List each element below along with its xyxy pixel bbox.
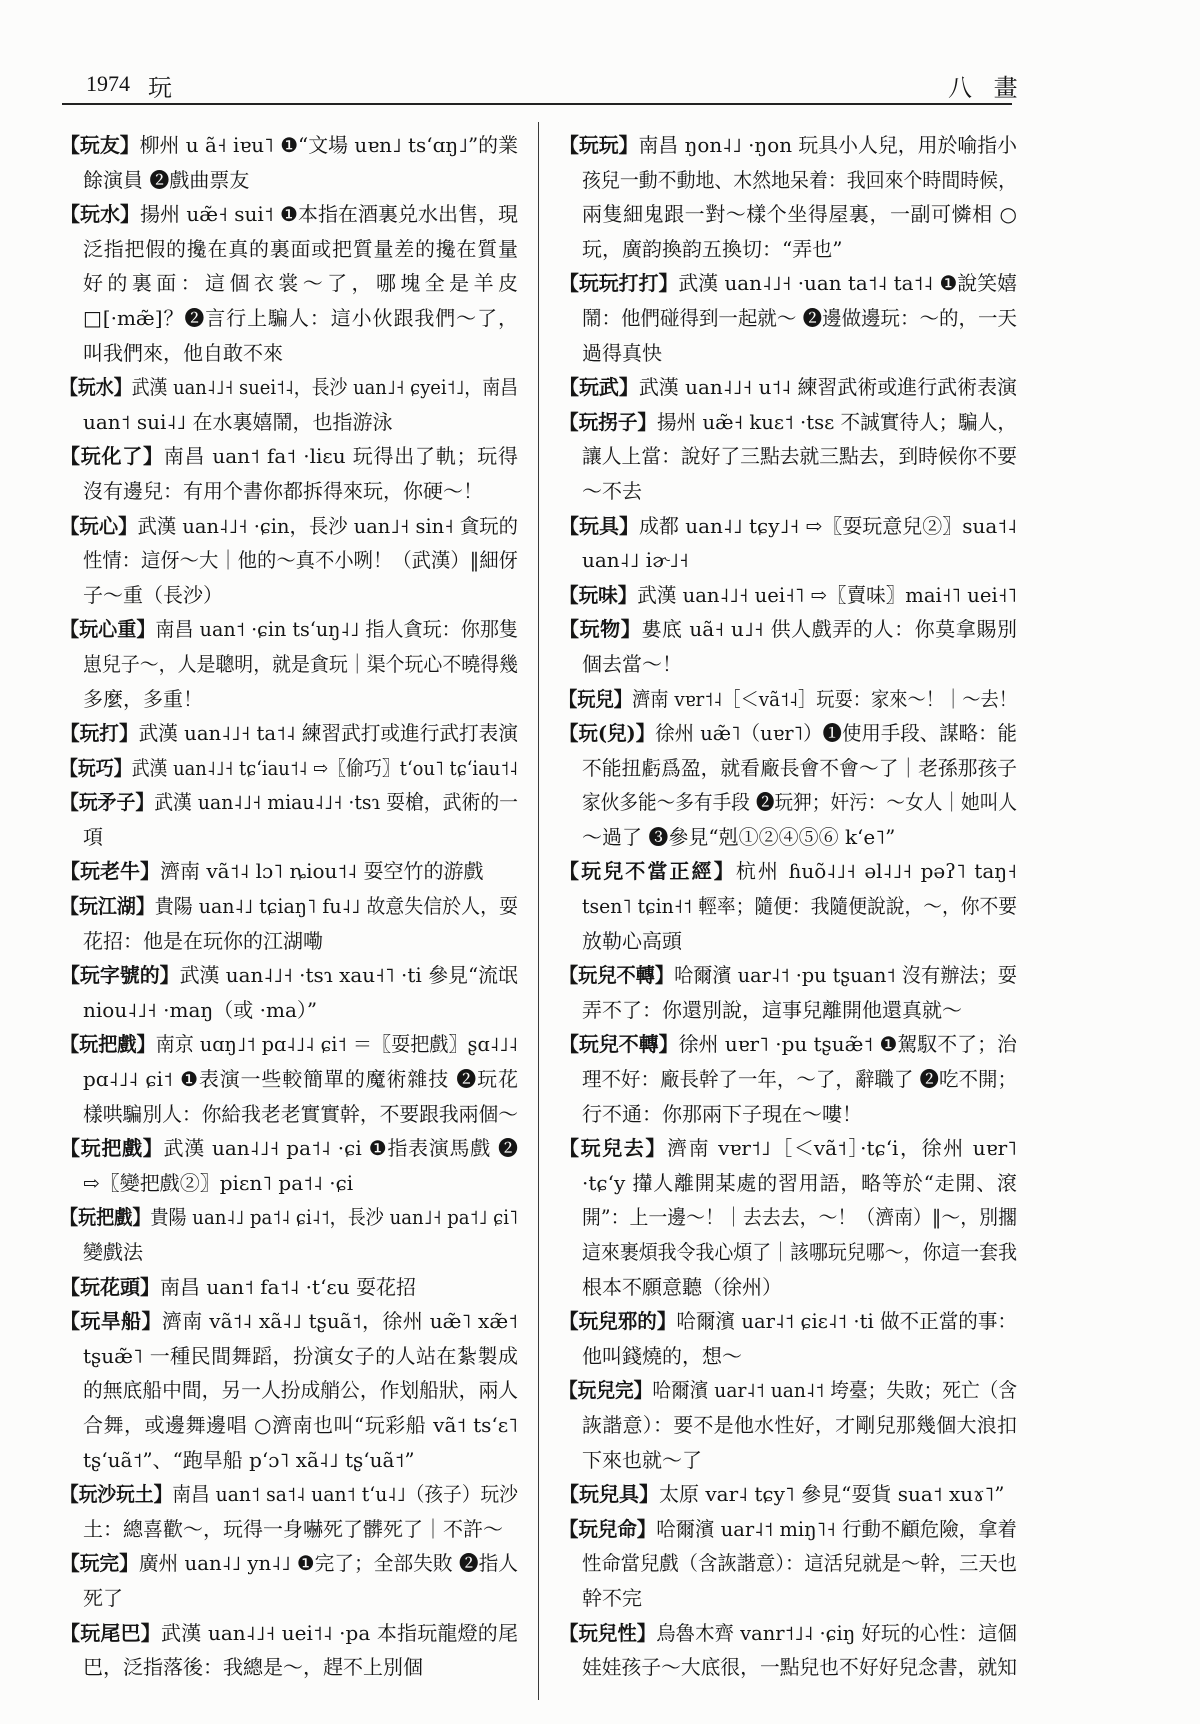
entry-first-line [559,854,1017,889]
entry-text: 南京 uɑŋ˩˦ pɑ˨˩˨ ɕi˦ ＝〖耍把戲〗ʂɑ˨˩˨ [155,1032,518,1057]
entry-line [83,924,518,959]
headword: 【玩把戲】 [60,1032,156,1057]
entry-first-line [559,1131,1017,1166]
entry-text: 濟南 vɐr˦˩［＜vã˦］·tɕʻi，徐州 uɐr˥ [666,1136,1018,1161]
entry-text: 烏魯木齊 vanr˦˩˨ ·ɕiŋ 好玩的心性：這個 [656,1620,1017,1645]
entry-text: 武漢 uan˨˩˧ pa˦˨ ·ɕi ❶指表演馬戲 ❷ [163,1136,518,1161]
entry-text: 揚州 uæ̃˧ kuɛ˦ ·tsɛ 不誠實待人；騙人， [657,409,1017,434]
headword: 【玩拐子】 [559,409,658,434]
entry-text: 多麼，多重！ [83,686,203,711]
entry-first-line [559,405,1017,440]
entry-line [582,924,1017,959]
entry-line [83,1373,518,1408]
entry-text: 武漢 uan˨˩˧ suei˦˨，長沙 uan˩˧ ɕyei˦˩，南昌 [131,375,518,400]
entry-first-line [60,958,518,993]
entry-first-line [60,128,518,163]
entry-line [83,1581,518,1616]
headword: 【玩兒不當正經】 [559,859,736,884]
dictionary-entry [60,128,518,197]
entry-line [582,474,1017,509]
entry-text: tʂuæ̃˥ 一種民間舞蹈，扮演女子的人站在紮製成 [83,1343,518,1368]
entry-text: ～過了 ❸參見“剋①②④⑤⑥ kʻe˥” [582,824,896,849]
headword: 【玩武】 [559,375,639,400]
entry-line [582,1097,1017,1132]
entry-text: 武漢 uan˨˩˧ ta˦˨ 練習武打或進行武打表演 [138,721,518,746]
entry-text: 家伙多能～多有手段 ❷玩狎；奸污：～女人｜她叫人 [582,790,1017,815]
headword: 【玩把戲】 [60,1205,151,1230]
section-label: 八 畫 [948,74,1018,102]
entry-first-line [60,1546,518,1581]
entry-first-line [60,439,518,474]
entry-text: 性命當兒戲（含詼諧意）：這活兒就是～幹，三天也 [582,1551,1017,1576]
page-number: 1974 [86,71,130,96]
dictionary-entry [60,509,518,613]
entry-text: □[·mæ̃]？❷言行上騙人：這小伙跟我們～了， [83,305,518,330]
dictionary-entry [60,197,518,370]
entry-text: 這來裹煩我令我心煩了｜該哪玩兒哪～，你這一套我 [582,1240,1017,1264]
entry-line [582,197,1017,232]
entry-text: 武漢 uan˨˩˧ miau˨˩˧ ·tsɿ 耍槍，武術的一 [154,790,518,815]
entry-line [582,785,1017,820]
entry-text: 過得真快 [582,340,662,365]
entry-line [83,1339,518,1374]
entry-first-line [60,1027,518,1062]
entry-text: 貴陽 uan˨˩ pa˦˨ ɕi˨˦，長沙 uan˩˧ pa˦˩ ɕi˥ [150,1205,518,1230]
dictionary-entry [559,370,1017,405]
dictionary-entry [60,1616,518,1685]
entry-text: 孩兒一動不動地、木然地呆着：我回來个時間時候， [582,167,1017,192]
headword: 【玩物】 [559,617,642,642]
dictionary-entry [60,439,518,508]
entry-text: 的無底船中間，另一人扮成艄公，作划船狀，兩人 [83,1378,518,1403]
dictionary-entry [559,854,1017,958]
dictionary-entry [60,1304,518,1477]
headword: 【玩老牛】 [60,859,160,884]
entry-text: 武漢 uan˨˩˧ tɕʻiau˦˨ ⇨〖偷巧〗tʻou˥ tɕʻiau˦˨ [131,755,519,780]
entry-text: 不能扭虧爲盈，就看廠長會不會～了｜老孫那孩子 [582,755,1017,780]
entry-first-line [60,197,518,232]
entry-line [83,820,518,855]
entry-line [83,336,518,371]
entry-text: niou˨˩˧ ·maŋ（或 ·ma）” [83,997,318,1022]
entry-first-line [60,889,518,924]
entry-text: 貴陽 uan˨˩ tɕiaŋ˥ fu˨˩ 故意失信於人，耍 [154,894,519,919]
entry-line [83,578,518,613]
headword: 【玩兒性】 [559,1620,657,1645]
dictionary-entry [559,1027,1017,1131]
entry-first-line [60,1270,518,1305]
entry-line [83,1166,518,1201]
entry-text: 哈爾濱 uar˨˦ uan˨˦ 垮臺；失敗；死亡（含 [652,1378,1017,1403]
dictionary-entry [60,1027,518,1131]
entry-text: 濟南 vã˦˨ xã˨˩ tʂuã˦，徐州 uæ̃˥ xæ̃˦ [161,1309,519,1334]
dictionary-entry [559,578,1017,613]
entry-text: 項 [83,824,103,849]
headword: 【玩兒命】 [559,1516,657,1541]
entry-first-line [60,1304,518,1339]
entry-text: 沒有邊兒：有用个書你都拆得來玩，你硬～！ [83,478,483,503]
headword: 【玩尾巴】 [60,1620,161,1645]
headword: 【玩具】 [559,513,639,538]
entry-text: 根本不願意聽（徐州） [582,1274,782,1299]
entry-line [83,405,518,440]
dictionary-entry [559,716,1017,854]
dictionary-entry [60,1270,518,1305]
entry-line [582,889,1017,924]
headword: 【玩心】 [60,513,138,538]
entry-first-line [559,1512,1017,1547]
entry-first-line [60,612,518,647]
entry-first-line [60,785,518,820]
entry-text: 廣州 uan˨˩ yn˨˩ ❶完了；全部失敗 ❷指人 [138,1551,518,1576]
entry-text: uan˨˩ iɚ˩˧ [582,548,689,573]
headword: 【玩打】 [60,721,139,746]
headword: 【玩兒不轉】 [559,963,675,988]
entry-line [582,439,1017,474]
dictionary-entry [559,266,1017,370]
entry-text: 南昌 uan˦ ·ɕin tsʻuŋ˨˩ 指人貪玩：你那隻 [155,617,518,642]
entry-first-line [559,1616,1017,1651]
entry-line [83,163,518,198]
entry-text: 武漢 uan˨˩˧ uei˦˨ ·pa 本指玩龍燈的尾 [161,1620,519,1645]
entry-line [83,1512,518,1547]
entry-text: tsen˥ tɕin˧˦ 輕率；隨便：我隨便說說，～，你不要 [582,894,1017,919]
header-rule [62,103,1012,105]
entry-text: 武漢 uan˨˩˧ u˦˨ 練習武術或進行武術表演 [638,375,1017,400]
dictionary-entry [60,1477,518,1546]
dictionary-entry [559,128,1017,266]
headword: 【玩矛子】 [60,790,155,815]
entry-line [83,1650,518,1685]
headword: 【玩玩打打】 [559,271,679,296]
entry-text: 餘演員 ❷戲曲票友 [83,167,250,192]
entry-text: 行不通：你那兩下子現在～嘍！ [582,1101,862,1126]
entry-text: 武漢 uan˨˩˧ uei˧˥ ⇨〖賣味〗mai˧˥ uei˧˥ [637,582,1017,607]
headword: 【玩兒邪的】 [559,1309,677,1334]
headword: 【玩花頭】 [60,1274,160,1299]
entry-text: 個去當～！ [582,651,682,676]
headword: 【玩兒去】 [559,1136,667,1161]
entry-text: 兩隻細鬼跟一對～樣个坐得屋裏，一副可憐相 ○ [582,202,1017,227]
dictionary-entry [559,1616,1017,1685]
dictionary-entry [559,1512,1017,1616]
entry-text: 南昌 uan˦ fa˦˨ ·tʻɛu 耍花招 [160,1274,417,1299]
dictionary-entry [60,1546,518,1615]
headword: 【玩水】 [60,375,132,400]
entry-line [582,1650,1017,1685]
entry-text: 性情：這伢～大｜他的～真不小咧！（武漢）‖細伢 [83,548,518,573]
entry-text: 死了 [83,1585,123,1610]
entry-line [582,1339,1017,1374]
entry-text: 徐州 uæ̃˥（uɐr˥）❶使用手段、謀略：能 [655,721,1017,746]
entry-text: 武漢 uan˨˩˧ ·uan ta˦˨ ta˦˨ ❶說笑嬉 [678,271,1017,296]
entry-first-line [559,578,1017,613]
entry-text: 理不好：廠長幹了一年，～了，辭職了 ❷吃不開； [582,1067,1017,1092]
headword: 【玩友】 [60,133,140,157]
page-head-character: 玩 [148,74,172,102]
entry-line [582,820,1017,855]
dictionary-entry [559,682,1017,717]
right-column [559,128,1017,1685]
entry-first-line [559,958,1017,993]
entry-text: 崽兒子～，人是聰明，就是貪玩｜渠个玩心不曉得幾 [83,651,518,676]
entry-line [83,474,518,509]
entry-text: uan˦ sui˨˩ 在水裏嬉鬧，也指游泳 [83,409,393,434]
dictionary-entry [60,889,518,958]
headword: 【玩沙玩土】 [60,1482,173,1507]
entry-first-line [60,854,518,889]
entry-line [83,682,518,717]
entry-text: 徐州 uɐr˥ ·pu tʂuæ̃˦ ❶駕馭不了；治 [678,1032,1017,1057]
dictionary-entry [60,1131,518,1200]
dictionary-entry [559,1131,1017,1304]
entry-first-line [60,509,518,544]
dictionary-entry [60,370,518,439]
entry-first-line [559,1304,1017,1339]
entry-text: pɑ˨˩˨ ɕi˦ ❶表演一些較簡單的魔術雜技 ❷玩花 [83,1067,518,1092]
entry-text: tʂʻuã˦”、“跑旱船 pʻɔ˥ xã˨˩ tʂʻuã˦” [83,1447,415,1472]
dictionary-entry [60,958,518,1027]
entry-text: 弄不了：你還別說，這事兒離開他還真就～ [582,997,962,1022]
headword: 【玩江湖】 [60,894,155,919]
headword: 【玩兒具】 [559,1482,659,1507]
entry-line [83,301,518,336]
entry-first-line [60,751,518,786]
headword: 【玩巧】 [60,755,132,780]
entry-text: 詼諧意）：要不是他水性好，才剛兒那幾個大浪扣 [582,1412,1017,1437]
dictionary-entry [60,854,518,889]
entry-first-line [559,612,1017,647]
entry-text: 太原 var˨ tɕy˥ 參見“耍貨 sua˦ xuɤ˥” [659,1482,1005,1507]
dictionary-entry [60,1200,518,1269]
headword: 【玩完】 [60,1551,139,1576]
entry-text: 柳州 u ã˧ iɐu˥ ❶“文場 uɐn˩ tsʻɑŋ˩”的業 [139,133,518,157]
entry-text: ～不去 [582,478,642,503]
entry-first-line [60,1616,518,1651]
entry-line [582,647,1017,682]
entry-text: 哈爾濱 uar˨˦ ·pu tʂuan˦ 沒有辦法；耍 [674,963,1017,988]
entry-line [582,1166,1017,1201]
entry-line [582,543,1017,578]
entry-text: ·tɕʻy 攆人離開某處的習用語，略等於“走開、滾 [582,1170,1017,1195]
left-column [60,128,518,1685]
dictionary-entry [60,751,518,786]
entry-text: 武漢 uan˨˩˧ ·tsɿ xau˧˥ ·ti 參見“流氓 [179,963,518,988]
entry-first-line [60,1200,518,1235]
entry-line [582,1408,1017,1443]
entry-line [582,1270,1017,1305]
entry-line [582,163,1017,198]
dictionary-entry [559,509,1017,578]
headword: 【玩味】 [559,582,638,607]
entry-text: 泛指把假的攙在真的裏面或把質量差的攙在質量 [83,236,518,261]
entry-first-line [60,1477,518,1512]
entry-first-line [559,370,1017,405]
dictionary-entry [60,716,518,751]
entry-first-line [60,370,518,405]
entry-first-line [559,1027,1017,1062]
entry-text: 鬧：他們碰得到一起就～ ❷邊做邊玩：～的，一天 [582,305,1017,330]
entry-text: 花招：他是在玩你的江湖嘞 [83,928,323,953]
entry-line [582,1062,1017,1097]
entry-text: 合舞，或邊舞邊唱 ○濟南也叫“玩彩船 vã˦ tsʻɛ˥ [83,1412,518,1437]
entry-text: 娃娃孩子～大底很，一點兒也不好好兒念書，就知 [582,1655,1017,1680]
entry-text: 下來也就～了 [582,1447,702,1472]
entry-first-line [559,266,1017,301]
entry-line [83,266,518,301]
headword: 【玩化了】 [60,444,164,469]
entry-first-line [559,1373,1017,1408]
entry-line [582,301,1017,336]
entry-line [582,993,1017,1028]
entry-text: 濟南 vɐr˦˨［＜vã˦˨］玩耍：家來～！｜～去！ [632,686,1017,711]
dictionary-entry [60,612,518,716]
entry-line [582,232,1017,267]
entry-first-line [559,682,1017,717]
entry-text: 南昌 uan˦ fa˦ ·liɛu 玩得出了軌；玩得 [163,444,518,469]
entry-line [83,1097,518,1132]
dictionary-entry [559,958,1017,1027]
entry-text: 玩，廣韵換韵五換切：“弄也” [582,236,843,261]
entry-text: 好的裏面：這個衣裳～了，哪塊全是羊皮 [83,271,518,296]
headword: 【玩字號的】 [60,963,180,988]
headword: 【玩兒完】 [559,1378,653,1403]
entry-first-line [559,716,1017,751]
entry-line [83,232,518,267]
entry-line [83,1408,518,1443]
entry-text: 讓人上當：說好了三點去就三點去，到時候你不要 [582,444,1017,469]
entry-line [582,1200,1017,1235]
entry-text: 放勒心高頭 [582,928,682,953]
entry-line [83,1443,518,1478]
dictionary-entry [559,405,1017,509]
headword: 【玩兒不轉】 [559,1032,679,1057]
entry-text: 開”：上一邊～！｜去去去，～！（濟南）‖～，別擱 [582,1205,1017,1230]
entry-text: 他叫錢燒的，想～ [582,1343,742,1368]
headword: 【玩把戲】 [60,1136,164,1161]
dictionary-entry [559,1373,1017,1477]
entry-text: 揚州 uæ̃˧ sui˦ ❶本指在酒裏兑水出售，現 [140,202,519,227]
headword: 【玩玩】 [559,133,639,157]
entry-line [582,1235,1017,1270]
column-divider [538,122,539,1700]
dictionary-entry [559,612,1017,681]
entry-first-line [60,1131,518,1166]
entry-line [582,1443,1017,1478]
entry-text: 幹不完 [582,1585,642,1610]
headword: 【玩(兒)】 [559,721,656,746]
entry-first-line [559,509,1017,544]
entry-first-line [60,716,518,751]
dictionary-entry [559,1304,1017,1373]
entry-text: ⇨〖變把戲②〗piɛn˥ pa˦˨ ·ɕi [83,1170,354,1195]
entry-text: 叫我們來，他自敢不來 [83,340,283,365]
headword: 【玩水】 [60,202,141,227]
entry-text: 土：總喜歡～，玩得一身嚇死了髒死了｜不許～ [83,1516,503,1541]
entry-line [582,751,1017,786]
entry-text: 巴，泛指落後：我總是～，趕不上別個 [83,1655,423,1680]
entry-line [582,336,1017,371]
entry-line [83,543,518,578]
entry-text: 成都 uan˨˩ tɕy˩˧ ⇨〖耍玩意兒②〗sua˦˨ [638,513,1017,538]
entry-text: 杭州 ɦuõ˨˩˧ əl˨˩˧ pəʔ˥ taŋ˧ [735,859,1017,884]
headword: 【玩心重】 [60,617,156,642]
entry-text: 哈爾濱 uar˨˦ ɕiɛ˨˦ ·ti 做不正當的事： [676,1309,1017,1334]
entry-line [83,1062,518,1097]
headword: 【玩旱船】 [60,1309,162,1334]
entry-text: 哈爾濱 uar˨˦ miŋ˥˧ 行動不顧危險，拿着 [656,1516,1017,1541]
entry-text: 南昌 ŋon˨˩ ·ŋon 玩具小人兒，用於喻指小 [638,133,1017,157]
entry-line [83,993,518,1028]
entry-text: 變戲法 [83,1240,143,1264]
dictionary-entry [559,1477,1017,1512]
entry-text: 武漢 uan˨˩˧ ·ɕin，長沙 uan˩˧ sin˧ 貪玩的 [137,513,518,538]
entry-text: 樣哄騙別人：你給我老老實實幹，不要跟我兩個～ [83,1101,518,1126]
entry-line [83,1235,518,1270]
entry-line [582,1581,1017,1616]
dictionary-entry [60,785,518,854]
headword: 【玩兒】 [559,686,633,711]
entry-text: 濟南 vã˦˨ lɔ˥ ȵiou˦˨ 耍空竹的游戲 [160,859,484,884]
entry-text: 婁底 uã˧ u˩˧ 供人戲弄的人：你莫拿賜別 [641,617,1017,642]
entry-line [582,1546,1017,1581]
entry-first-line [559,1477,1017,1512]
entry-text: 子～重（長沙） [83,582,223,607]
entry-text: 南昌 uan˦ sa˦˨ uan˦ tʻu˨˩（孩子）玩沙 [172,1482,518,1507]
entry-line [83,647,518,682]
entry-first-line [559,128,1017,163]
